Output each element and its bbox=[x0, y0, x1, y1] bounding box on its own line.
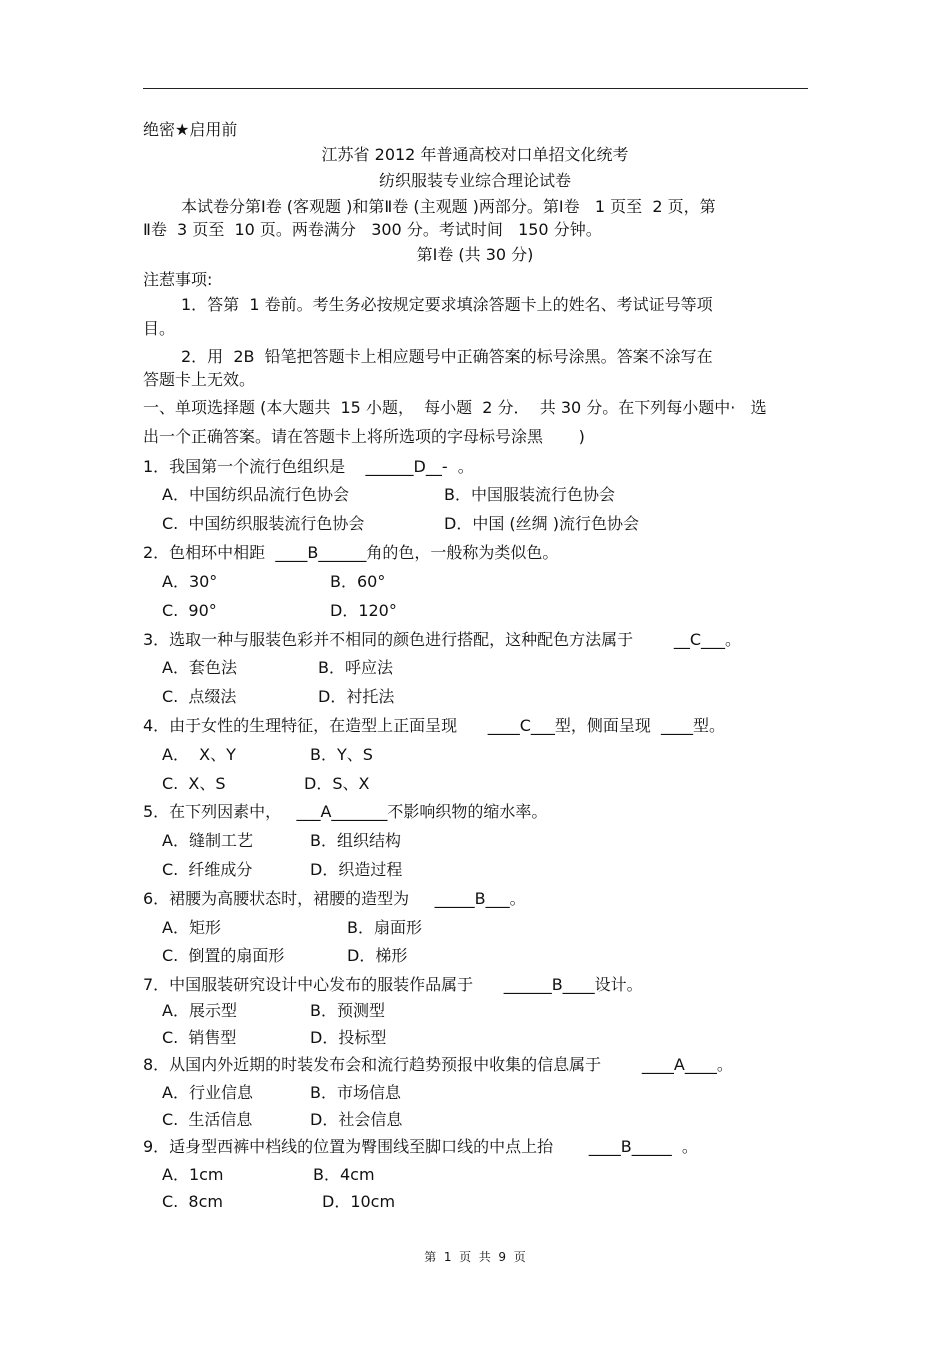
question-8-option-a: A．行业信息 bbox=[162, 1083, 253, 1102]
question-4-option-d: D．S、X bbox=[304, 774, 370, 793]
note-1-line-2: 目。 bbox=[143, 319, 176, 338]
note-2-line-1: 2．用 2B 铅笔把答题卡上相应题号中正确答案的标号涂黑。答案不涂写在 bbox=[181, 347, 713, 366]
question-1-option-a: A．中国纺织品流行色协会 bbox=[162, 485, 349, 504]
question-1-option-d: D．中国 (丝绸 )流行色协会 bbox=[444, 514, 639, 533]
question-3-option-d: D．衬托法 bbox=[318, 687, 395, 706]
exam-subtitle: 纺织服装专业综合理论试卷 bbox=[378, 171, 571, 190]
question-1-stem: 1．我国第一个流行色组织是 ______D__- 。 bbox=[143, 457, 474, 476]
question-3-stem: 3．选取一种与服装色彩并不相同的颜色进行搭配，这种配色方法属于 __C___。 bbox=[143, 630, 742, 649]
question-9-option-d: D．10cm bbox=[322, 1192, 396, 1211]
question-6-option-a: A．矩形 bbox=[162, 918, 221, 937]
note-2-line-2: 答题卡上无效。 bbox=[143, 370, 256, 389]
section-line-1: 一、单项选择题 (本大题共 15 小题， 每小题 2 分． 共 30 分。在下列每小题中· 选 bbox=[143, 398, 767, 417]
question-7-option-d: D．投标型 bbox=[310, 1028, 387, 1047]
part1-heading: 第Ⅰ卷 (共 30 分) bbox=[416, 245, 534, 264]
intro-line-1: 本试卷分第Ⅰ卷 (客观题 )和第Ⅱ卷 (主观题 )两部分。第Ⅰ卷 1 页至 2 页，第 bbox=[181, 197, 716, 216]
question-1-option-b: B．中国服装流行色协会 bbox=[444, 485, 615, 504]
note-1-line-1: 1．答第 1 卷前。考生务必按规定要求填涂答题卡上的姓名、考试证号等项 bbox=[181, 295, 713, 314]
notes-heading: 注惹事项: bbox=[143, 270, 213, 289]
question-5-option-b: B．组织结构 bbox=[310, 831, 401, 850]
question-6-option-c: C. 倒置的扇面形 bbox=[162, 946, 285, 965]
question-7-option-a: A．展示型 bbox=[162, 1001, 237, 1020]
question-5-option-c: C. 纤维成分 bbox=[162, 860, 253, 879]
question-1-option-c: C. 中国纺织服装流行色协会 bbox=[162, 514, 365, 533]
question-3-option-c: C. 点缀法 bbox=[162, 687, 237, 706]
top-rule bbox=[143, 88, 808, 89]
question-8-option-d: D．社会信息 bbox=[310, 1110, 403, 1129]
question-6-option-b: B．扇面形 bbox=[347, 918, 422, 937]
question-4-option-b: B．Y、S bbox=[310, 745, 373, 764]
question-8-option-c: C. 生活信息 bbox=[162, 1110, 253, 1129]
question-5-option-a: A．缝制工艺 bbox=[162, 831, 253, 850]
question-5-stem: 5．在下列因素中， ___A_______不影响织物的缩水率。 bbox=[143, 802, 548, 821]
question-8-stem: 8．从国内外近期的时装发布会和流行趋势预报中收集的信息属于 ____A____。 bbox=[143, 1055, 733, 1074]
question-3-option-a: A．套色法 bbox=[162, 658, 237, 677]
question-6-option-d: D．梯形 bbox=[347, 946, 408, 965]
question-9-stem: 9．适身型西裤中档线的位置为臀围线至脚口线的中点上抬 ____B_____ 。 bbox=[143, 1137, 698, 1156]
question-3-option-b: B．呼应法 bbox=[318, 658, 393, 677]
question-8-option-b: B．市场信息 bbox=[310, 1083, 401, 1102]
intro-line-2: Ⅱ卷 3 页至 10 页。两卷满分 300 分。考试时间 150 分钟。 bbox=[143, 220, 602, 239]
question-9-option-b: B．4cm bbox=[313, 1165, 375, 1184]
question-2-option-c: C. 90° bbox=[162, 601, 217, 620]
question-9-option-c: C. 8cm bbox=[162, 1192, 223, 1211]
question-6-stem: 6．裙腰为高腰状态时，裙腰的造型为 _____B___。 bbox=[143, 889, 526, 908]
section-line-2: 出一个正确答案。请在答题卡上将所选项的字母标号涂黑 ) bbox=[143, 427, 585, 446]
question-4-stem: 4．由于女性的生理特征，在造型上正面呈现 ____C___型，侧面呈现 ____型。 bbox=[143, 716, 726, 735]
question-2-option-a: A．30° bbox=[162, 572, 218, 591]
question-4-option-c: C. X、S bbox=[162, 774, 226, 793]
question-2-option-b: B．60° bbox=[330, 572, 386, 591]
question-5-option-d: D．织造过程 bbox=[310, 860, 403, 879]
secret-label: 绝密★启用前 bbox=[143, 120, 238, 139]
question-4-option-a: A． X、Y bbox=[162, 745, 236, 764]
question-2-option-d: D．120° bbox=[330, 601, 397, 620]
page-footer: 第 1 页 共 9 页 bbox=[424, 1250, 526, 1264]
question-7-option-c: C. 销售型 bbox=[162, 1028, 237, 1047]
question-7-stem: 7．中国服装研究设计中心发布的服装作品属于 ______B____设计。 bbox=[143, 975, 643, 994]
question-7-option-b: B．预测型 bbox=[310, 1001, 385, 1020]
question-9-option-a: A．1cm bbox=[162, 1165, 224, 1184]
question-2-stem: 2．色相环中相距 ____B______角的色，一般称为类似色。 bbox=[143, 543, 559, 562]
exam-title: 江苏省 2012 年普通高校对口单招文化统考 bbox=[321, 145, 629, 164]
